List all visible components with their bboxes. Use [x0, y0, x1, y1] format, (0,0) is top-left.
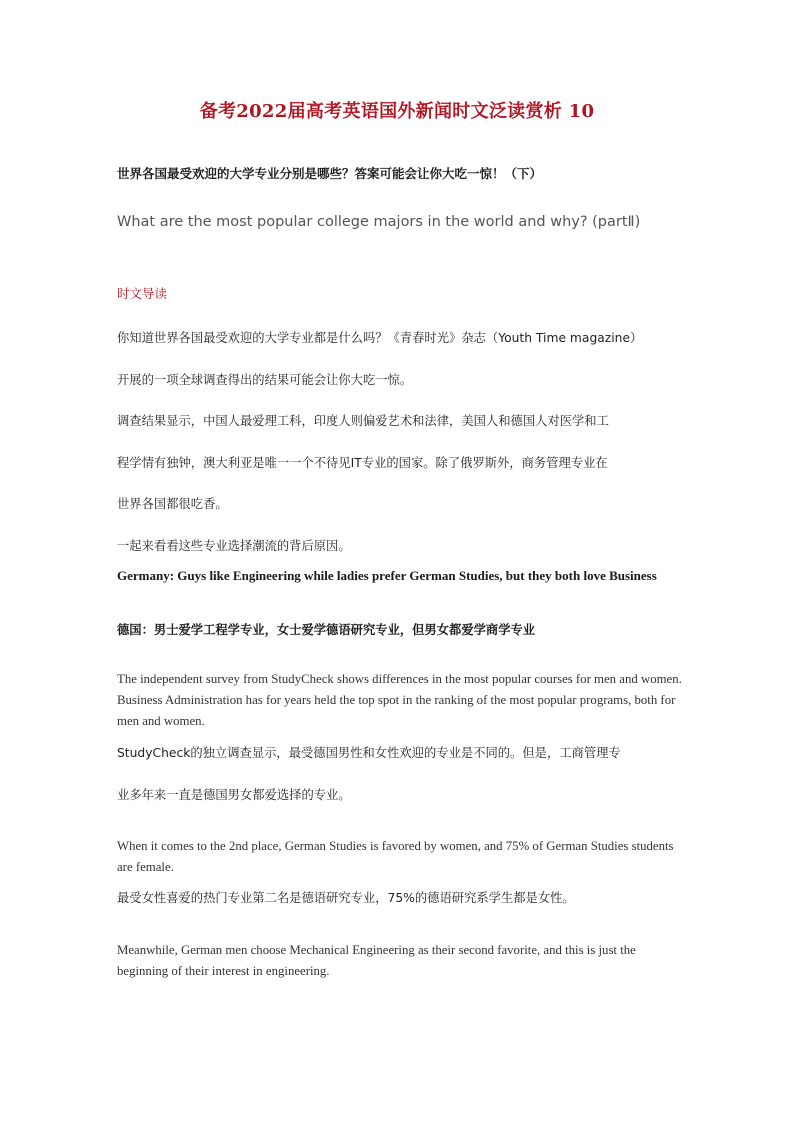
germany-heading-english: Germany: Guys like Engineering while ladies prefer German Studies, but they both love Business: [117, 568, 657, 583]
section-label: 时文导读: [117, 286, 168, 301]
document-title: 备考2022届高考英语国外新闻时文泛读赏析 10: [199, 101, 595, 122]
germany-heading-chinese: 德国：男士爱学工程学专业，女士爱学德语研究专业，但男女都爱学商学专业: [117, 623, 536, 637]
intro-line: 调查结果显示，中国人最爱理工科，印度人则偏爱艺术和法律，美国人和德国人对医学和工: [117, 414, 609, 428]
paragraph-english: Meanwhile, German men choose Mechanical Engineering as their second favorite, and this is just the beginning of their interest in engineering.: [117, 943, 636, 978]
intro-line: 世界各国都很吃香。: [117, 497, 228, 511]
intro-line: 程学情有独钟，澳大利亚是唯一一个不待见IT专业的国家。除了俄罗斯外，商务管理专业在: [117, 456, 608, 470]
paragraph-english: The independent survey from StudyCheck shows differences in the most popular courses for men and women. Business Administration has for years held the top spot in the ranking of the most popular programs, both for men and women.: [117, 672, 682, 728]
intro-line: 一起来看看这些专业选择潮流的背后原因。: [117, 539, 351, 553]
intro-line: 开展的一项全球调查得出的结果可能会让你大吃一惊。: [117, 373, 413, 387]
subtitle-chinese: 世界各国最受欢迎的大学专业分别是哪些？答案可能会让你大吃一惊！（下）: [117, 166, 543, 181]
paragraph-chinese: StudyCheck的独立调查显示，最受德国男性和女性欢迎的专业是不同的。但是，工商管理专: [117, 746, 621, 760]
paragraph-chinese: 最受女性喜爱的热门专业第二名是德语研究专业，75%的德语研究系学生都是女性。: [117, 891, 575, 905]
paragraph-chinese: 业多年来一直是德国男女都爱选择的专业。: [117, 788, 351, 802]
intro-line: 你知道世界各国最受欢迎的大学专业都是什么吗？《青春时光》杂志（Youth Time magazine）: [117, 331, 643, 345]
paragraph-english: When it comes to the 2nd place, German Studies is favored by women, and 75% of German Studies students are female.: [117, 839, 674, 874]
subtitle-english: What are the most popular college majors in the world and why? (partⅡ): [117, 214, 641, 230]
